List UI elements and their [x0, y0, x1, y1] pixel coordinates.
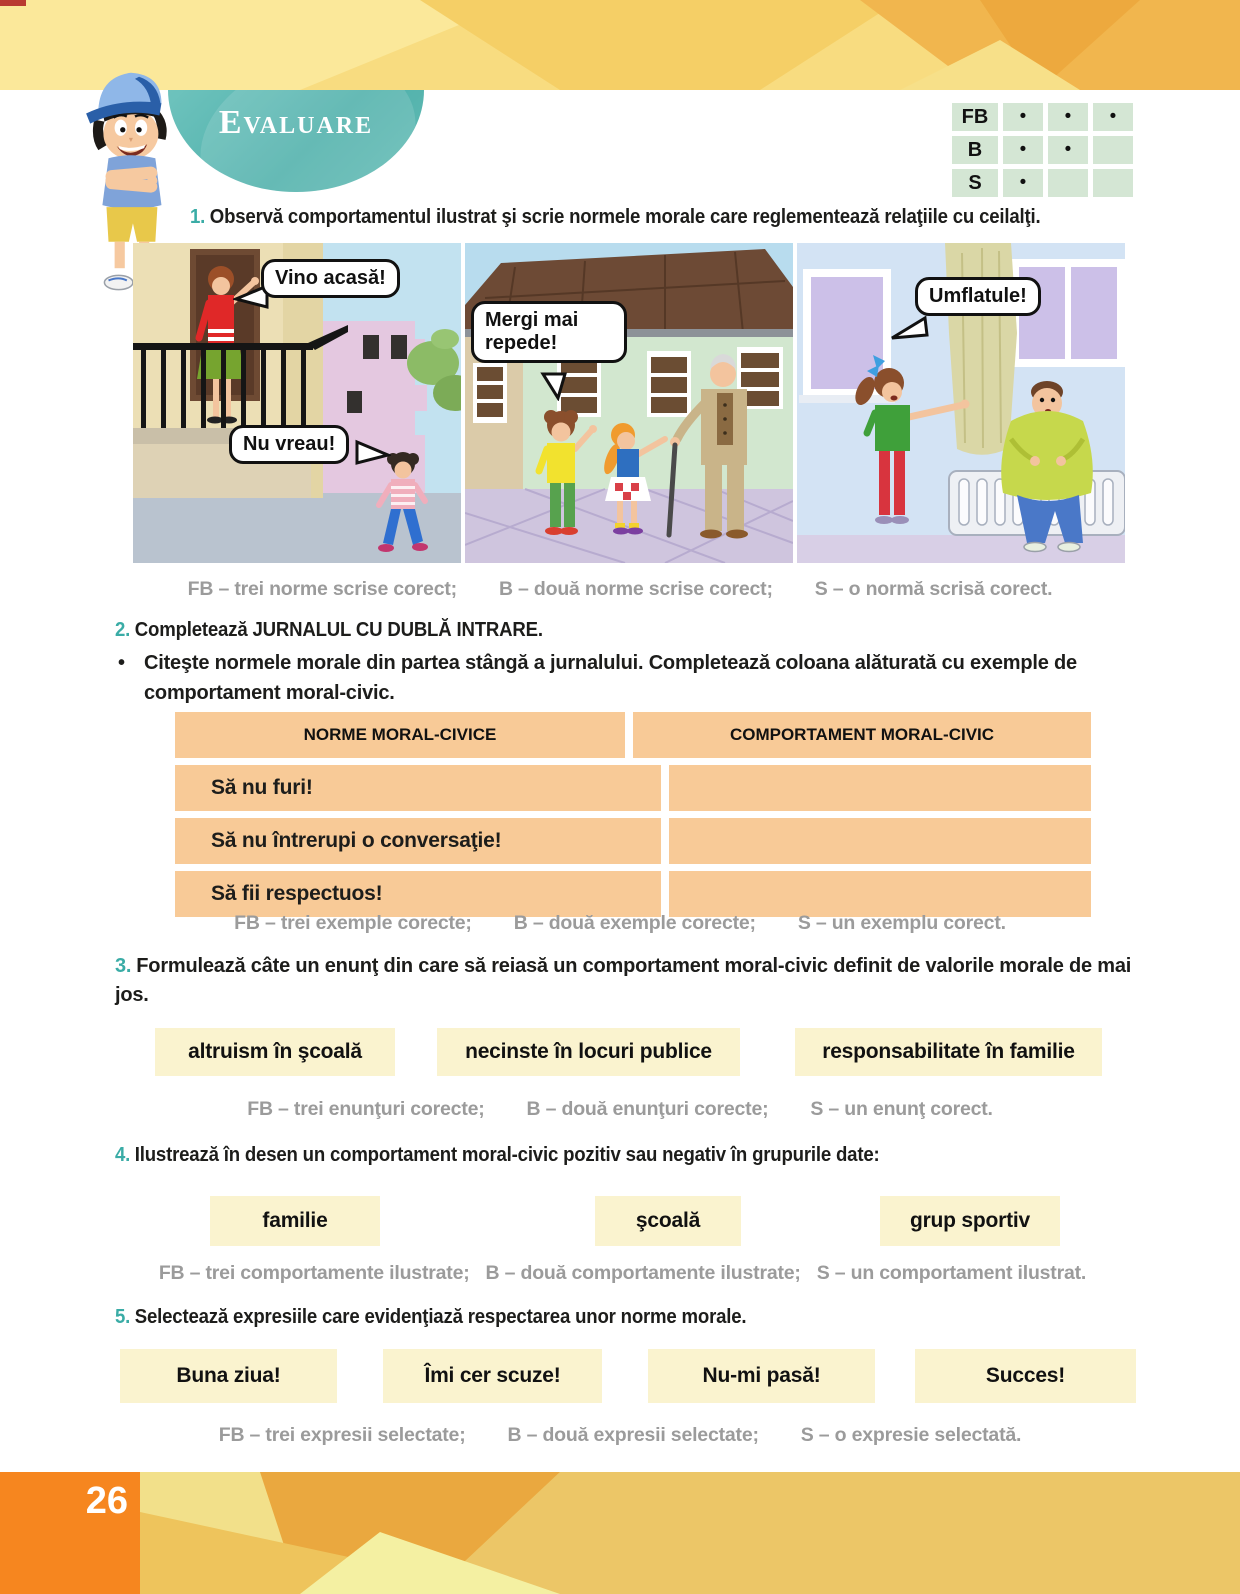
task2-bullet-text: Citeşte normele morale din partea stângă a jurnalului. Completează coloana alăturată cu exemple de comportament moral-civic. [144, 652, 1077, 704]
task2-heading [115, 616, 543, 645]
speech-bubble: Mergi mai repede! [471, 301, 627, 363]
expression-box-nu-mi-pasa: Nu-mi pasă! [648, 1349, 875, 1403]
score-grid-cell [1093, 169, 1133, 197]
task4-grading [100, 1262, 1145, 1285]
task5-text: Selectează expresiile care evidenţiază respectarea unor norme morale. [134, 1306, 747, 1328]
speech-bubble-tail [539, 371, 569, 401]
grading-s: S – o normă scrisă corect. [814, 578, 1053, 600]
bottom-decorative-band [0, 1472, 1240, 1594]
group-box-familie: familie [210, 1196, 380, 1246]
value-box-altruism: altruism în şcoală [155, 1028, 395, 1076]
journal-col2-header: COMPORTAMENT MORAL-CIVIC [633, 712, 1091, 758]
journal-norm: Să nu furi! [175, 765, 661, 811]
score-grid-label: S [952, 169, 998, 197]
value-box-necinste: necinste în locuri publice [437, 1028, 740, 1076]
speech-bubble: Vino acasă! [261, 259, 400, 298]
grading-fb: FB – trei enunţuri corecte; [247, 1098, 485, 1120]
task3-heading [115, 952, 1145, 1010]
task2-grading [100, 912, 1140, 935]
task1-grading [100, 578, 1140, 601]
illustration-balcony-scene [133, 243, 461, 563]
grading-s: S – un exemplu corect. [797, 912, 1006, 934]
grading-fb: FB – trei exemple corecte; [234, 912, 472, 934]
journal-table-header-row [175, 712, 1091, 758]
score-grid [952, 103, 1133, 197]
task4-number: 4. [115, 1144, 131, 1166]
score-grid-cell: • [1093, 103, 1133, 131]
score-grid-cell: • [1003, 169, 1043, 197]
score-grid-cell: • [1048, 136, 1088, 164]
journal-answer-cell [669, 765, 1091, 811]
expression-box-buna-ziua: Buna ziua! [120, 1349, 337, 1403]
grading-b: B – două expresii selectate; [507, 1424, 759, 1446]
illustration-indoor-scene [797, 243, 1125, 563]
journal-answer-cell [669, 871, 1091, 917]
score-grid-cell: • [1048, 103, 1088, 131]
task1-text: Observă comportamentul ilustrat şi scrie normele morale care reglementează relaţiile cu ceilalţi. [209, 206, 1041, 228]
task2-title: Completează JURNALUL CU DUBLĂ INTRARE. [134, 619, 543, 641]
grading-b: B – două exemple corecte; [513, 912, 756, 934]
journal-table-row [175, 765, 1091, 811]
expression-box-succes: Succes! [915, 1349, 1136, 1403]
task2-number: 2. [115, 619, 131, 641]
page-number-block [0, 1472, 140, 1594]
journal-norm: Să fii respectuos! [175, 871, 661, 917]
section-header-badge [168, 90, 424, 192]
task3-number: 3. [115, 955, 132, 977]
speech-bubble-tail [355, 439, 391, 467]
score-grid-cell: • [1003, 136, 1043, 164]
speech-bubble-tail [889, 315, 929, 341]
journal-table-row [175, 818, 1091, 864]
journal-norm: Să nu întrerupi o conversaţie! [175, 818, 661, 864]
journal-col1-header: NORME MORAL-CIVICE [175, 712, 625, 758]
grading-fb: FB – trei norme scrise corect; [187, 578, 457, 600]
score-grid-cell [1093, 136, 1133, 164]
speech-bubble: Nu vreau! [229, 425, 349, 464]
score-grid-label: FB [952, 103, 998, 131]
task3-text: Formulează câte un enunţ din care să reiasă un comportament moral-civic definit de valorile morale de mai jos. [115, 955, 1132, 1006]
task1-illustrations [133, 243, 1125, 563]
task3-grading [100, 1098, 1140, 1121]
grading-fb: FB – trei expresii selectate; [218, 1424, 466, 1446]
page-number: 26 [85, 1480, 128, 1522]
task2-bullet [118, 648, 1140, 708]
bullet-marker: • [118, 652, 125, 674]
grading-s: S – o expresie selectată. [800, 1424, 1022, 1446]
task4-heading [115, 1141, 879, 1170]
grading-b: B – două comportamente ilustrate; [485, 1262, 801, 1284]
grading-fb: FB – trei comportamente ilustrate; [158, 1262, 470, 1284]
grading-b: B – două norme scrise corect; [498, 578, 773, 600]
score-grid-label: B [952, 136, 998, 164]
score-grid-cell: • [1003, 103, 1043, 131]
expression-box-imi-cer-scuze: Îmi cer scuze! [383, 1349, 602, 1403]
journal-table-row [175, 871, 1091, 917]
group-box-scoala: şcoală [595, 1196, 741, 1246]
task1-heading [190, 203, 1040, 232]
grading-s: S – un comportament ilustrat. [816, 1262, 1087, 1284]
task5-number: 5. [115, 1306, 131, 1328]
journal-table [175, 712, 1091, 924]
illustration-street-scene [465, 243, 793, 563]
street-scene-drawing [465, 243, 793, 563]
grading-b: B – două enunţuri corecte; [526, 1098, 769, 1120]
value-box-responsabilitate: responsabilitate în familie [795, 1028, 1102, 1076]
task4-text: Ilustrează în desen un comportament moral-civic pozitiv sau negativ în grupurile date: [134, 1144, 880, 1166]
journal-answer-cell [669, 818, 1091, 864]
task5-heading [115, 1303, 746, 1332]
speech-bubble: Umflatule! [915, 277, 1041, 316]
task5-grading [100, 1424, 1140, 1447]
page-title: Evaluare [218, 104, 374, 141]
score-grid-cell [1048, 169, 1088, 197]
grading-s: S – un enunţ corect. [810, 1098, 993, 1120]
task1-number: 1. [190, 206, 206, 228]
group-box-grup-sportiv: grup sportiv [880, 1196, 1060, 1246]
